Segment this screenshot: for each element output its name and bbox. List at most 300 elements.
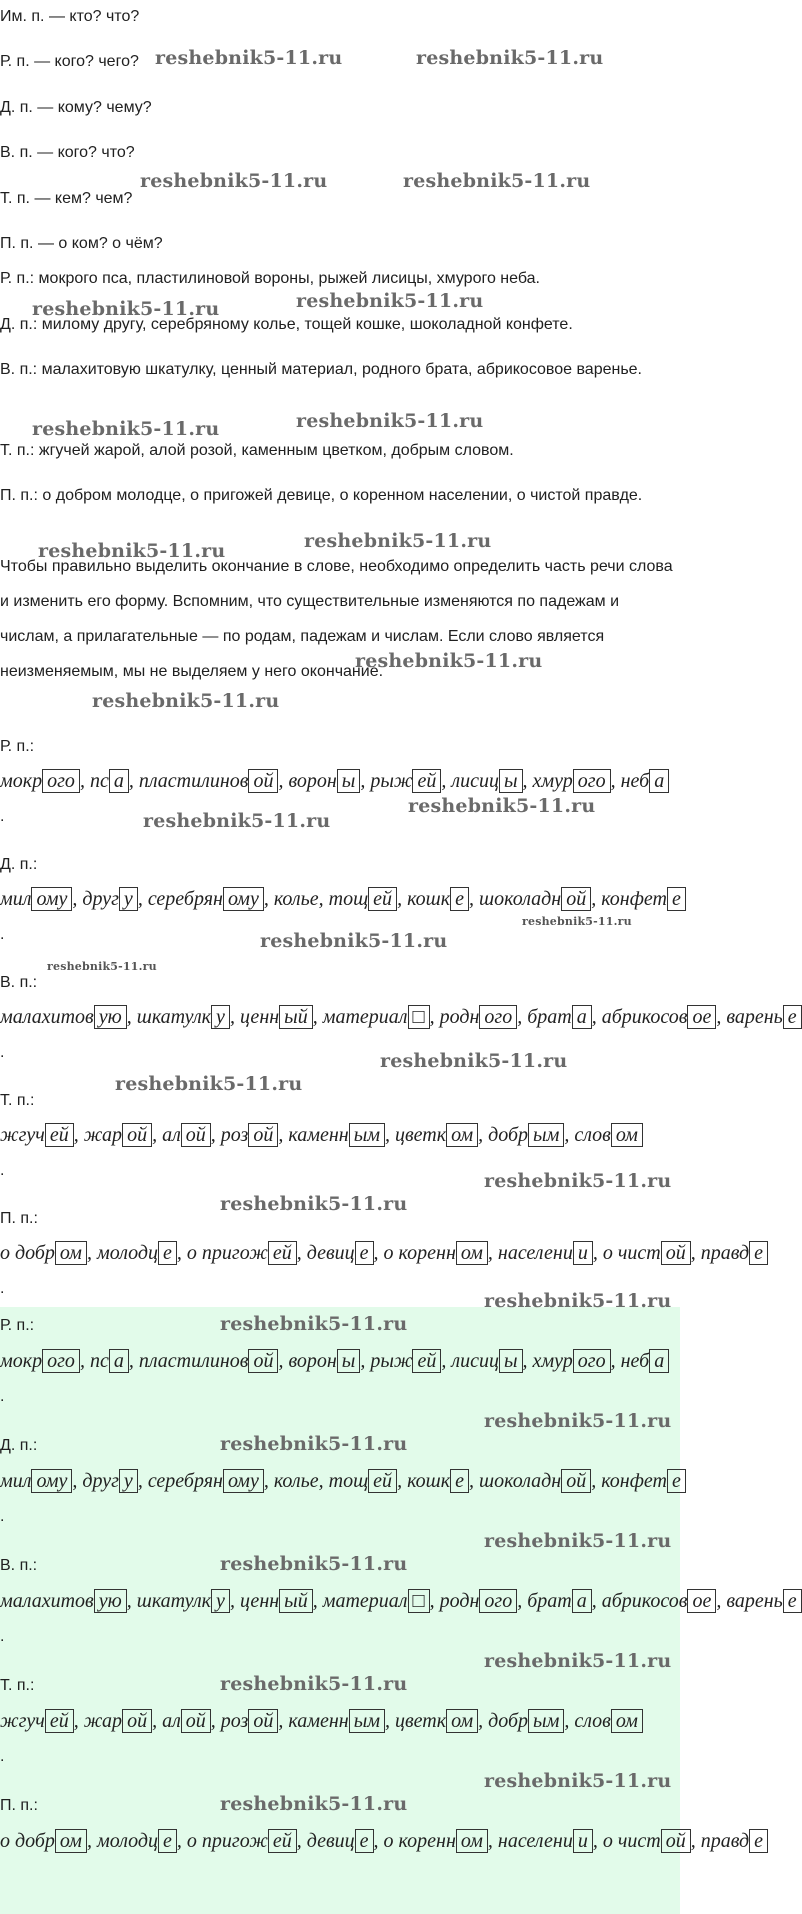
word-stem: правд xyxy=(700,1242,750,1264)
word-separator: , xyxy=(278,770,289,792)
ending-box: ое xyxy=(687,1589,716,1613)
ending-box: ым xyxy=(528,1709,564,1733)
word-stem: добр xyxy=(488,1710,529,1732)
watermark: reshebnik5-11.ru xyxy=(484,1410,672,1432)
watermark: reshebnik5-11.ru xyxy=(304,530,492,552)
example-tp: Т. п.: жгучей жарой, алой розой, каменным цветком, добрым словом. xyxy=(0,442,514,459)
word-stem: цветк xyxy=(395,1710,447,1732)
word-separator: , xyxy=(690,1830,701,1852)
word-stem: лисиц xyxy=(451,1350,499,1372)
watermark: reshebnik5-11.ru xyxy=(32,298,220,320)
word-stem: роз xyxy=(220,1710,249,1732)
watermark: reshebnik5-11.ru xyxy=(220,1553,408,1575)
label-tp-2: Т. п.: xyxy=(0,1677,35,1694)
word-stem: жгуч xyxy=(0,1710,45,1732)
word-stem: молодц xyxy=(96,1830,159,1852)
word-separator: , xyxy=(210,1124,221,1146)
watermark: reshebnik5-11.ru xyxy=(296,410,484,432)
explanation-paragraph: Чтобы правильно выделить окончание в слове, необходимо определить часть речи слова и изменить его форму. Вспомним, что существительные изменяются по падежам и числам, а прилагательные — по родам, падежам и числам. Если слово является неизменяемым, мы не выделяем у него окончание. xyxy=(0,558,673,680)
word-stem: тощ xyxy=(328,1470,369,1492)
ending-box: ой xyxy=(181,1123,211,1147)
watermark: reshebnik5-11.ru xyxy=(355,650,543,672)
label-vp-1: В. п.: xyxy=(0,974,38,991)
word-separator: , xyxy=(278,1350,289,1372)
word-separator: , xyxy=(469,888,479,910)
word-stem: о добр xyxy=(0,1830,55,1852)
word-separator: , xyxy=(312,1006,323,1028)
endings-row-vp-2 xyxy=(0,1590,802,1613)
word-separator: , xyxy=(152,1124,163,1146)
word-separator: , xyxy=(263,1470,274,1492)
word-separator: , xyxy=(522,770,533,792)
word-stem: пластилинов xyxy=(138,770,249,792)
ending-box: ого xyxy=(42,769,80,793)
word-stem: хмур xyxy=(532,1350,573,1372)
word-separator: , xyxy=(360,1350,371,1372)
word-separator: , xyxy=(263,888,274,910)
ending-box: ом xyxy=(55,1829,87,1853)
row-period: . xyxy=(0,1162,5,1179)
word-separator: , xyxy=(517,1006,528,1028)
word-stem: шкатулк xyxy=(136,1006,212,1028)
word-separator: , xyxy=(86,1830,97,1852)
ending-box: ей xyxy=(45,1123,74,1147)
word-stem: шоколадн xyxy=(479,1470,562,1492)
example-rp: Р. п.: мокрого пса, пластилиновой вороны, рыжей лисицы, хмурого неба. xyxy=(0,270,540,287)
word-stem: шкатулк xyxy=(136,1590,212,1612)
watermark: reshebnik5-11.ru xyxy=(484,1770,672,1792)
ending-box: е xyxy=(450,887,469,911)
watermark: reshebnik5-11.ru xyxy=(220,1193,408,1215)
word-separator: , xyxy=(441,1350,452,1372)
ending-box: е xyxy=(158,1829,177,1853)
question-pp: П. п. — о ком? о чём? xyxy=(0,235,163,252)
word-separator: , xyxy=(690,1242,701,1264)
word-separator: , xyxy=(385,1124,395,1146)
ending-box: ой xyxy=(181,1709,211,1733)
word-stem: ворон xyxy=(288,1350,337,1372)
endings-row-pp-2 xyxy=(0,1830,768,1853)
question-vp: В. п. — кого? что? xyxy=(0,144,135,161)
ending-box: ой xyxy=(248,1123,278,1147)
word-separator: , xyxy=(296,1830,307,1852)
word-separator: , xyxy=(152,1710,163,1732)
ending-box: ой xyxy=(661,1241,691,1265)
word-stem: слов xyxy=(574,1710,611,1732)
ending-box: а xyxy=(572,1589,592,1613)
ending-box: у xyxy=(119,887,138,911)
word-separator: , xyxy=(478,1124,489,1146)
label-pp-2: П. п.: xyxy=(0,1797,38,1814)
word-separator: , xyxy=(441,770,452,792)
word-separator: , xyxy=(128,770,139,792)
word-stem: кошк xyxy=(407,1470,451,1492)
row-period: . xyxy=(0,808,5,825)
ending-box: ей xyxy=(268,1241,297,1265)
word-stem: слов xyxy=(574,1124,611,1146)
ending-box: ого xyxy=(573,769,611,793)
word-stem: мил xyxy=(0,1470,32,1492)
question-tp: Т. п. — кем? чем? xyxy=(0,190,133,207)
word-separator: , xyxy=(517,1590,528,1612)
row-period: . xyxy=(0,1508,5,1525)
word-separator: , xyxy=(278,1124,289,1146)
word-stem: пластилинов xyxy=(138,1350,249,1372)
ending-box: ому xyxy=(31,887,72,911)
ending-box: ого xyxy=(479,1005,517,1029)
endings-row-tp-1 xyxy=(0,1124,643,1147)
word-separator: , xyxy=(73,1124,84,1146)
word-separator: , xyxy=(716,1006,727,1028)
word-stem: населени xyxy=(497,1830,573,1852)
word-stem: каменн xyxy=(288,1710,349,1732)
word-stem: родн xyxy=(439,1590,480,1612)
label-rp-2: Р. п.: xyxy=(0,1317,35,1334)
word-stem: мокр xyxy=(0,770,43,792)
ending-box: е xyxy=(667,887,686,911)
question-dp: Д. п. — кому? чему? xyxy=(0,99,152,116)
watermark: reshebnik5-11.ru xyxy=(484,1650,672,1672)
ending-box: ой xyxy=(248,769,278,793)
word-separator: , xyxy=(128,1350,139,1372)
watermark: reshebnik5-11.ru xyxy=(522,915,632,928)
word-stem: цветк xyxy=(395,1124,447,1146)
word-separator: , xyxy=(86,1242,97,1264)
word-stem: молодц xyxy=(96,1242,159,1264)
word-separator: , xyxy=(126,1590,137,1612)
word-separator: , xyxy=(610,770,621,792)
word-stem: о чист xyxy=(602,1242,661,1264)
word-stem: материал xyxy=(322,1006,408,1028)
ending-box: ой xyxy=(122,1709,152,1733)
ending-box: ому xyxy=(31,1469,72,1493)
word-stem: абрикосов xyxy=(601,1006,688,1028)
row-period: . xyxy=(0,1628,5,1645)
word-stem: мил xyxy=(0,888,32,910)
word-stem: о добр xyxy=(0,1242,55,1264)
ending-box: а xyxy=(572,1005,592,1029)
ending-box: е xyxy=(355,1829,374,1853)
row-period: . xyxy=(0,1748,5,1765)
watermark: reshebnik5-11.ru xyxy=(408,795,596,817)
ending-box: ым xyxy=(349,1709,385,1733)
ending-box: е xyxy=(450,1469,469,1493)
ending-box: ому xyxy=(223,887,264,911)
ending-box: е xyxy=(158,1241,177,1265)
label-dp-2: Д. п.: xyxy=(0,1437,38,1454)
watermark: reshebnik5-11.ru xyxy=(155,47,343,69)
word-stem: брат xyxy=(527,1590,572,1612)
word-stem: добр xyxy=(488,1124,529,1146)
ending-box: ого xyxy=(479,1589,517,1613)
word-separator: , xyxy=(296,1242,307,1264)
word-separator: , xyxy=(278,1710,289,1732)
word-stem: ценн xyxy=(239,1590,280,1612)
word-separator: , xyxy=(487,1242,498,1264)
watermark: reshebnik5-11.ru xyxy=(380,1050,568,1072)
label-vp-2: В. п.: xyxy=(0,1557,38,1574)
word-separator: , xyxy=(469,1470,479,1492)
row-period: . xyxy=(0,1044,5,1061)
ending-box: е xyxy=(783,1005,802,1029)
watermark: reshebnik5-11.ru xyxy=(296,290,484,312)
watermark: reshebnik5-11.ru xyxy=(220,1793,408,1815)
row-period: . xyxy=(0,1388,5,1405)
word-stem: правд xyxy=(700,1830,750,1852)
watermark: reshebnik5-11.ru xyxy=(260,930,448,952)
word-separator: , xyxy=(229,1590,240,1612)
word-separator: , xyxy=(522,1350,533,1372)
ending-box: е xyxy=(749,1829,768,1853)
ending-box: и xyxy=(573,1829,593,1853)
word-separator: , xyxy=(429,1590,440,1612)
endings-row-rp-1 xyxy=(0,770,669,793)
word-stem: пс xyxy=(89,770,109,792)
watermark: reshebnik5-11.ru xyxy=(47,960,157,973)
ending-box: ое xyxy=(687,1005,716,1029)
word-separator: , xyxy=(229,1006,240,1028)
ending-box: ой xyxy=(561,1469,591,1493)
ending-box: ой xyxy=(248,1349,278,1373)
ending-box: ей xyxy=(268,1829,297,1853)
word-separator: , xyxy=(592,1830,603,1852)
word-separator: , xyxy=(72,888,83,910)
ending-box: ом xyxy=(456,1829,488,1853)
ending-box: ом xyxy=(456,1241,488,1265)
ending-box: а xyxy=(109,769,129,793)
word-stem: девиц xyxy=(306,1242,355,1264)
word-stem: каменн xyxy=(288,1124,349,1146)
ending-box: е xyxy=(749,1241,768,1265)
ending-box: у xyxy=(211,1005,230,1029)
word-stem: малахитов xyxy=(0,1590,94,1612)
ending-box: а xyxy=(649,1349,669,1373)
word-separator: , xyxy=(72,1470,83,1492)
word-separator: , xyxy=(312,1590,323,1612)
word-stem: лисиц xyxy=(451,770,499,792)
word-stem: хмур xyxy=(532,770,573,792)
ending-box: ей xyxy=(368,887,397,911)
word-separator: , xyxy=(478,1710,489,1732)
ending-box: ом xyxy=(611,1709,643,1733)
word-separator: , xyxy=(591,1006,602,1028)
ending-box: ого xyxy=(573,1349,611,1373)
word-stem: пс xyxy=(89,1350,109,1372)
ending-box: ом xyxy=(446,1123,478,1147)
word-stem: жар xyxy=(83,1710,123,1732)
word-separator: , xyxy=(373,1242,384,1264)
word-separator: , xyxy=(591,1590,602,1612)
word-separator: , xyxy=(429,1006,440,1028)
word-separator: , xyxy=(176,1242,187,1264)
ending-box: ой xyxy=(122,1123,152,1147)
word-stem: рыж xyxy=(370,1350,413,1372)
word-separator: , xyxy=(487,1830,498,1852)
word-separator: , xyxy=(385,1710,395,1732)
ending-box: ей xyxy=(45,1709,74,1733)
ending-box: ый xyxy=(279,1589,313,1613)
label-tp-1: Т. п.: xyxy=(0,1092,35,1109)
word-stem: о чист xyxy=(602,1830,661,1852)
ending-box: □ xyxy=(408,1005,430,1029)
word-stem: о пригож xyxy=(186,1830,268,1852)
ending-box: ым xyxy=(528,1123,564,1147)
word-stem: серебрян xyxy=(147,1470,223,1492)
word-stem: серебрян xyxy=(147,888,223,910)
endings-row-pp-1 xyxy=(0,1242,768,1265)
word-stem: материал xyxy=(322,1590,408,1612)
word-stem: мокр xyxy=(0,1350,43,1372)
watermark: reshebnik5-11.ru xyxy=(220,1433,408,1455)
word-separator: , xyxy=(591,888,602,910)
word-stem: конфет xyxy=(601,888,667,910)
ending-box: е xyxy=(355,1241,374,1265)
word-separator: , xyxy=(360,770,371,792)
row-period: . xyxy=(0,926,5,943)
word-separator: , xyxy=(564,1710,575,1732)
word-stem: о пригож xyxy=(186,1242,268,1264)
label-pp-1: П. п.: xyxy=(0,1210,38,1227)
ending-box: □ xyxy=(408,1589,430,1613)
ending-box: ей xyxy=(412,769,441,793)
word-separator: , xyxy=(397,888,408,910)
ending-box: ый xyxy=(279,1005,313,1029)
word-stem: ал xyxy=(162,1710,181,1732)
word-stem: тощ xyxy=(328,888,369,910)
word-stem: варень xyxy=(726,1006,783,1028)
word-stem: колье xyxy=(273,888,319,910)
endings-row-tp-2 xyxy=(0,1710,643,1733)
ending-box: ую xyxy=(94,1005,127,1029)
ending-box: а xyxy=(109,1349,129,1373)
word-stem: неб xyxy=(620,1350,650,1372)
label-dp-1: Д. п.: xyxy=(0,856,38,873)
word-stem: населени xyxy=(497,1242,573,1264)
label-rp-1: Р. п.: xyxy=(0,738,35,755)
watermark: reshebnik5-11.ru xyxy=(484,1290,672,1312)
word-stem: друг xyxy=(82,888,119,910)
word-stem: неб xyxy=(620,770,650,792)
word-separator: , xyxy=(210,1710,221,1732)
word-stem: друг xyxy=(82,1470,119,1492)
word-separator: , xyxy=(137,888,148,910)
word-separator: , xyxy=(564,1124,575,1146)
word-stem: рыж xyxy=(370,770,413,792)
endings-row-dp-2 xyxy=(0,1470,686,1493)
word-stem: о коренн xyxy=(383,1830,456,1852)
word-stem: колье xyxy=(273,1470,319,1492)
ending-box: ому xyxy=(223,1469,264,1493)
watermark: reshebnik5-11.ru xyxy=(403,170,591,192)
watermark: reshebnik5-11.ru xyxy=(416,47,604,69)
example-dp: Д. п.: милому другу, серебряному колье, тощей кошке, шоколадной конфете. xyxy=(0,316,573,333)
word-stem: жгуч xyxy=(0,1124,45,1146)
ending-box: ой xyxy=(661,1829,691,1853)
ending-box: ую xyxy=(94,1589,127,1613)
word-stem: ценн xyxy=(239,1006,280,1028)
word-separator: , xyxy=(79,770,90,792)
word-separator: , xyxy=(176,1830,187,1852)
watermark: reshebnik5-11.ru xyxy=(38,540,226,562)
ending-box: е xyxy=(783,1589,802,1613)
watermark: reshebnik5-11.ru xyxy=(484,1530,672,1552)
word-separator: , xyxy=(591,1470,602,1492)
word-separator: , xyxy=(716,1590,727,1612)
word-stem: родн xyxy=(439,1006,480,1028)
word-separator: , xyxy=(397,1470,408,1492)
question-im: Им. п. — кто? что? xyxy=(0,8,140,25)
word-separator: , xyxy=(73,1710,84,1732)
ending-box: ом xyxy=(446,1709,478,1733)
word-separator: , xyxy=(79,1350,90,1372)
ending-box: ым xyxy=(349,1123,385,1147)
endings-row-vp-1 xyxy=(0,1006,802,1029)
ending-box: ом xyxy=(55,1241,87,1265)
ending-box: ы xyxy=(499,769,523,793)
word-separator: , xyxy=(592,1242,603,1264)
ending-box: у xyxy=(211,1589,230,1613)
endings-row-dp-1 xyxy=(0,888,686,911)
example-vp: В. п.: малахитовую шкатулку, ценный материал, родного брата, абрикосовое варенье. xyxy=(0,361,642,378)
ending-box: ы xyxy=(337,1349,361,1373)
ending-box: ой xyxy=(248,1709,278,1733)
watermark: reshebnik5-11.ru xyxy=(115,1073,303,1095)
ending-box: и xyxy=(573,1241,593,1265)
word-separator: , xyxy=(318,888,329,910)
ending-box: ого xyxy=(42,1349,80,1373)
word-stem: брат xyxy=(527,1006,572,1028)
word-stem: о коренн xyxy=(383,1242,456,1264)
word-separator: , xyxy=(137,1470,148,1492)
ending-box: у xyxy=(119,1469,138,1493)
ending-box: е xyxy=(667,1469,686,1493)
word-stem: ворон xyxy=(288,770,337,792)
question-rp: Р. п. — кого? чего? xyxy=(0,53,139,70)
row-period: . xyxy=(0,1280,5,1297)
word-stem: абрикосов xyxy=(601,1590,688,1612)
watermark: reshebnik5-11.ru xyxy=(140,170,328,192)
watermark: reshebnik5-11.ru xyxy=(143,810,331,832)
word-stem: роз xyxy=(220,1124,249,1146)
ending-box: ы xyxy=(337,769,361,793)
word-stem: конфет xyxy=(601,1470,667,1492)
watermark: reshebnik5-11.ru xyxy=(484,1170,672,1192)
word-separator: , xyxy=(373,1830,384,1852)
word-separator: , xyxy=(610,1350,621,1372)
example-pp: П. п.: о добром молодце, о пригожей девице, о коренном населении, о чистой правде. xyxy=(0,487,643,504)
word-stem: девиц xyxy=(306,1830,355,1852)
word-separator: , xyxy=(318,1470,329,1492)
watermark: reshebnik5-11.ru xyxy=(220,1313,408,1335)
word-stem: ал xyxy=(162,1124,181,1146)
ending-box: ей xyxy=(368,1469,397,1493)
word-stem: кошк xyxy=(407,888,451,910)
word-stem: жар xyxy=(83,1124,123,1146)
watermark: reshebnik5-11.ru xyxy=(92,690,280,712)
word-stem: малахитов xyxy=(0,1006,94,1028)
watermark: reshebnik5-11.ru xyxy=(32,418,220,440)
ending-box: ом xyxy=(611,1123,643,1147)
word-stem: варень xyxy=(726,1590,783,1612)
ending-box: а xyxy=(649,769,669,793)
ending-box: ой xyxy=(561,887,591,911)
ending-box: ей xyxy=(412,1349,441,1373)
endings-row-rp-2 xyxy=(0,1350,669,1373)
word-stem: шоколадн xyxy=(479,888,562,910)
ending-box: ы xyxy=(499,1349,523,1373)
word-separator: , xyxy=(126,1006,137,1028)
watermark: reshebnik5-11.ru xyxy=(220,1673,408,1695)
